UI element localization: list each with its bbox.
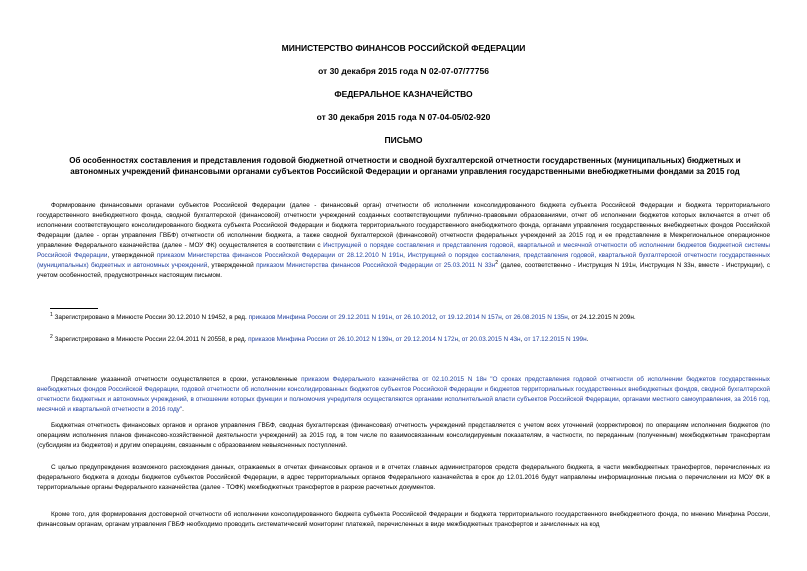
document-type: ПИСЬМО xyxy=(384,135,423,145)
paragraph-text: , утвержденной xyxy=(207,262,257,269)
footnote-ref: 2 xyxy=(495,259,499,266)
letter-title: Об особенностях составления и представления годовой бюджетной отчетности и сводной бухгалтерской отчетности государственных (муниципальных) бюджетных и автономных учреждений финансовыми органами субъектов Российской Федерации и органами управления государственными внебюджетными фондами за 2015 год xyxy=(69,156,741,176)
link-amendment[interactable]: приказов Минфина России от 29.12.2011 N 191н xyxy=(248,314,393,321)
footnote-text: , от 24.12.2015 N 209н. xyxy=(567,314,636,321)
treasury-heading: ФЕДЕРАЛЬНОЕ КАЗНАЧЕЙСТВО xyxy=(334,89,473,99)
paragraph-monitoring: Кроме того, для формирования достоверной отчетности об исполнении консолидированного бюджета субъекта Российской Федерации и бюджета территориального государственного внебюджетного фонда, по мнению Минфина России, финансовым органам, органам управления ГВБФ необходимо проводить систематический мониторинг платежей, перечисленных в виде межбюджетных трансфертов и зачисленных на код xyxy=(37,511,770,528)
footnote-separator xyxy=(50,308,98,309)
footnote-text: , xyxy=(501,314,506,321)
treasury-letter-date: от 30 декабря 2015 года N 07-04-05/02-920 xyxy=(316,112,491,122)
link-amendment[interactable]: от 26.08.2015 N 135н xyxy=(505,314,568,321)
paragraph-formation xyxy=(37,201,770,281)
paragraph-deadlines xyxy=(37,375,770,415)
footnote-2 xyxy=(50,335,770,345)
link-amendment[interactable]: приказов Минфина России от 26.10.2012 N 139н xyxy=(248,336,393,343)
paragraph-text: (далее, соответственно - Инструкция N 191н, Инструкция N 33н, вместе - Инструкции), с учетом особенностей, предусмотренных настоящим письмом. xyxy=(37,262,771,279)
footnote-text: , xyxy=(520,336,525,343)
footnote-text: Зарегистрировано в Минюсте России 22.04.2011 N 20558, в ред. xyxy=(52,336,249,343)
footnote-mark: 2 xyxy=(50,333,53,340)
footnote-mark: 1 xyxy=(50,311,53,318)
paragraph-budget-reporting: Бюджетная отчетность финансовых органов и органов управления ГВБФ, сводная бухгалтерская (финансовая) отчетность учреждений представляется с учетом всех уточнений (корректировок) по операциям исполнения бюджетов (по операциям исполнения планов финансово-хозяйственной деятельности учреждений) за 2015 год, в том числе по взаимосвязанным консолидируемым показателям, в частности, по переданным (полученным) межбюджетным трансфертам (субсидиям из бюджетов) и другим операциям, связанным с образованием невыясненных поступлений. xyxy=(37,422,770,449)
ministry-letter-date: от 30 декабря 2015 года N 02-07-07/77756 xyxy=(318,66,489,76)
paragraph-text: , xyxy=(403,252,408,259)
paragraph-text: Формирование финансовыми органами субъектов Российской Федерации (далее - финансовый орган) отчетности об исполнении консолидированного бюджета субъекта Российской Федерации и бюджета территориального государственного внебюджетного фонда, сводной бухгалтерской (финансовой) отчетности учреждений созданных соответствующими публично-правовыми образованиями, отчет об исполнении бюджетов которых включается в отчет об исполнении соответствующего консолидированного бюджета субъекта Российской Федерации и бюджета территориального государственного внебюджетного фонда, органами управления государственных внебюджетных фондов Российской Федерации (далее - орган управления ГВБФ) отчетности об исполнении бюджета, а также сводной бухгалтерской (финансовой) отчетности федеральных учреждений за 2015 год и ее представление в Межрегиональное операционное управление Федерального казначейства (далее - МОУ ФК) осуществляется в соответствии с xyxy=(37,202,770,249)
ministry-heading: МИНИСТЕРСТВО ФИНАНСОВ РОССИЙСКОЙ ФЕДЕРАЦИИ xyxy=(281,43,526,53)
footnote-text: , xyxy=(392,336,396,343)
paragraph-text: . xyxy=(182,406,184,413)
link-amendment[interactable]: от 17.12.2015 N 199н xyxy=(524,336,587,343)
footnote-text: , xyxy=(458,336,462,343)
footnote-text: , xyxy=(435,314,440,321)
link-instruction-33n[interactable]: Инструкцией о порядке составления, представления годовой, квартальной бухгалтерской отчетности государственных (муниципальных) бюджетных и автономных учреждений xyxy=(37,252,771,269)
paragraph-text: , утвержденной xyxy=(107,252,157,259)
link-instruction-191n[interactable]: Инструкцией о порядке составления и представления годовой, квартальной и месячной отчетности об исполнении бюджетов бюджетной системы Российской Федерации xyxy=(37,242,770,259)
link-order-191n[interactable]: приказом Министерства финансов Российской Федерации от 28.12.2010 N 191н xyxy=(156,252,404,259)
footnote-1 xyxy=(50,313,770,323)
link-treasury-order-18n[interactable]: приказом Федерального казначейства от 02.10.2015 N 18н "О сроках представления годовой отчетности об исполнении бюджетов государственных внебюджетных фондов Российской Федерации, годовой отчетности об исполнении консолидированных бюджетов субъектов Российской Федерации и бюджетов территориальных государственных внебюджетных фондов, сводной бухгалтерской отчетности бюджетных и автономных учреждений, в отношении которых функции и полномочия учредителя осуществляются органами исполнительной власти субъектов Российской Федерации, органами местного самоуправления, за 2016 год, месячной и квартальной отчетности в 2016 году" xyxy=(37,376,770,413)
link-amendment[interactable]: от 19.12.2014 N 157н xyxy=(439,314,502,321)
paragraph-discrepancy: С целью предупреждения возможного расхождения данных, отражаемых в отчетах финансовых органов и в отчетах главных администраторов средств федерального бюджета, в части межбюджетных трансфертов, перечисленных из федерального бюджета в доходы бюджетов субъектов Российской Федерации, в адрес территориальных органов Федерального казначейства в срок до 12.01.2016 будут направлены информационные письма о перечислении из МОУ ФК в территориальные органы Федерального казначейства (далее - ТОФК) межбюджетных трансфертов в разрезе расчетных документов. xyxy=(37,464,770,491)
link-amendment[interactable]: от 29.12.2014 N 172н xyxy=(395,336,459,343)
footnote-text: Зарегистрировано в Минюсте России 30.12.2010 N 19452, в ред. xyxy=(52,314,249,321)
paragraph-text: Представление указанной отчетности осуществляется в сроки, установленные xyxy=(51,376,302,383)
link-amendment[interactable]: от 26.10.2012 xyxy=(395,314,436,321)
link-amendment[interactable]: от 20.03.2015 N 43н xyxy=(461,336,521,343)
footnote-text: , xyxy=(392,314,396,321)
footnote-text: . xyxy=(586,336,589,343)
link-order-33n[interactable]: приказом Министерства финансов Российской Федерации от 25.03.2011 N 33н xyxy=(256,262,496,269)
